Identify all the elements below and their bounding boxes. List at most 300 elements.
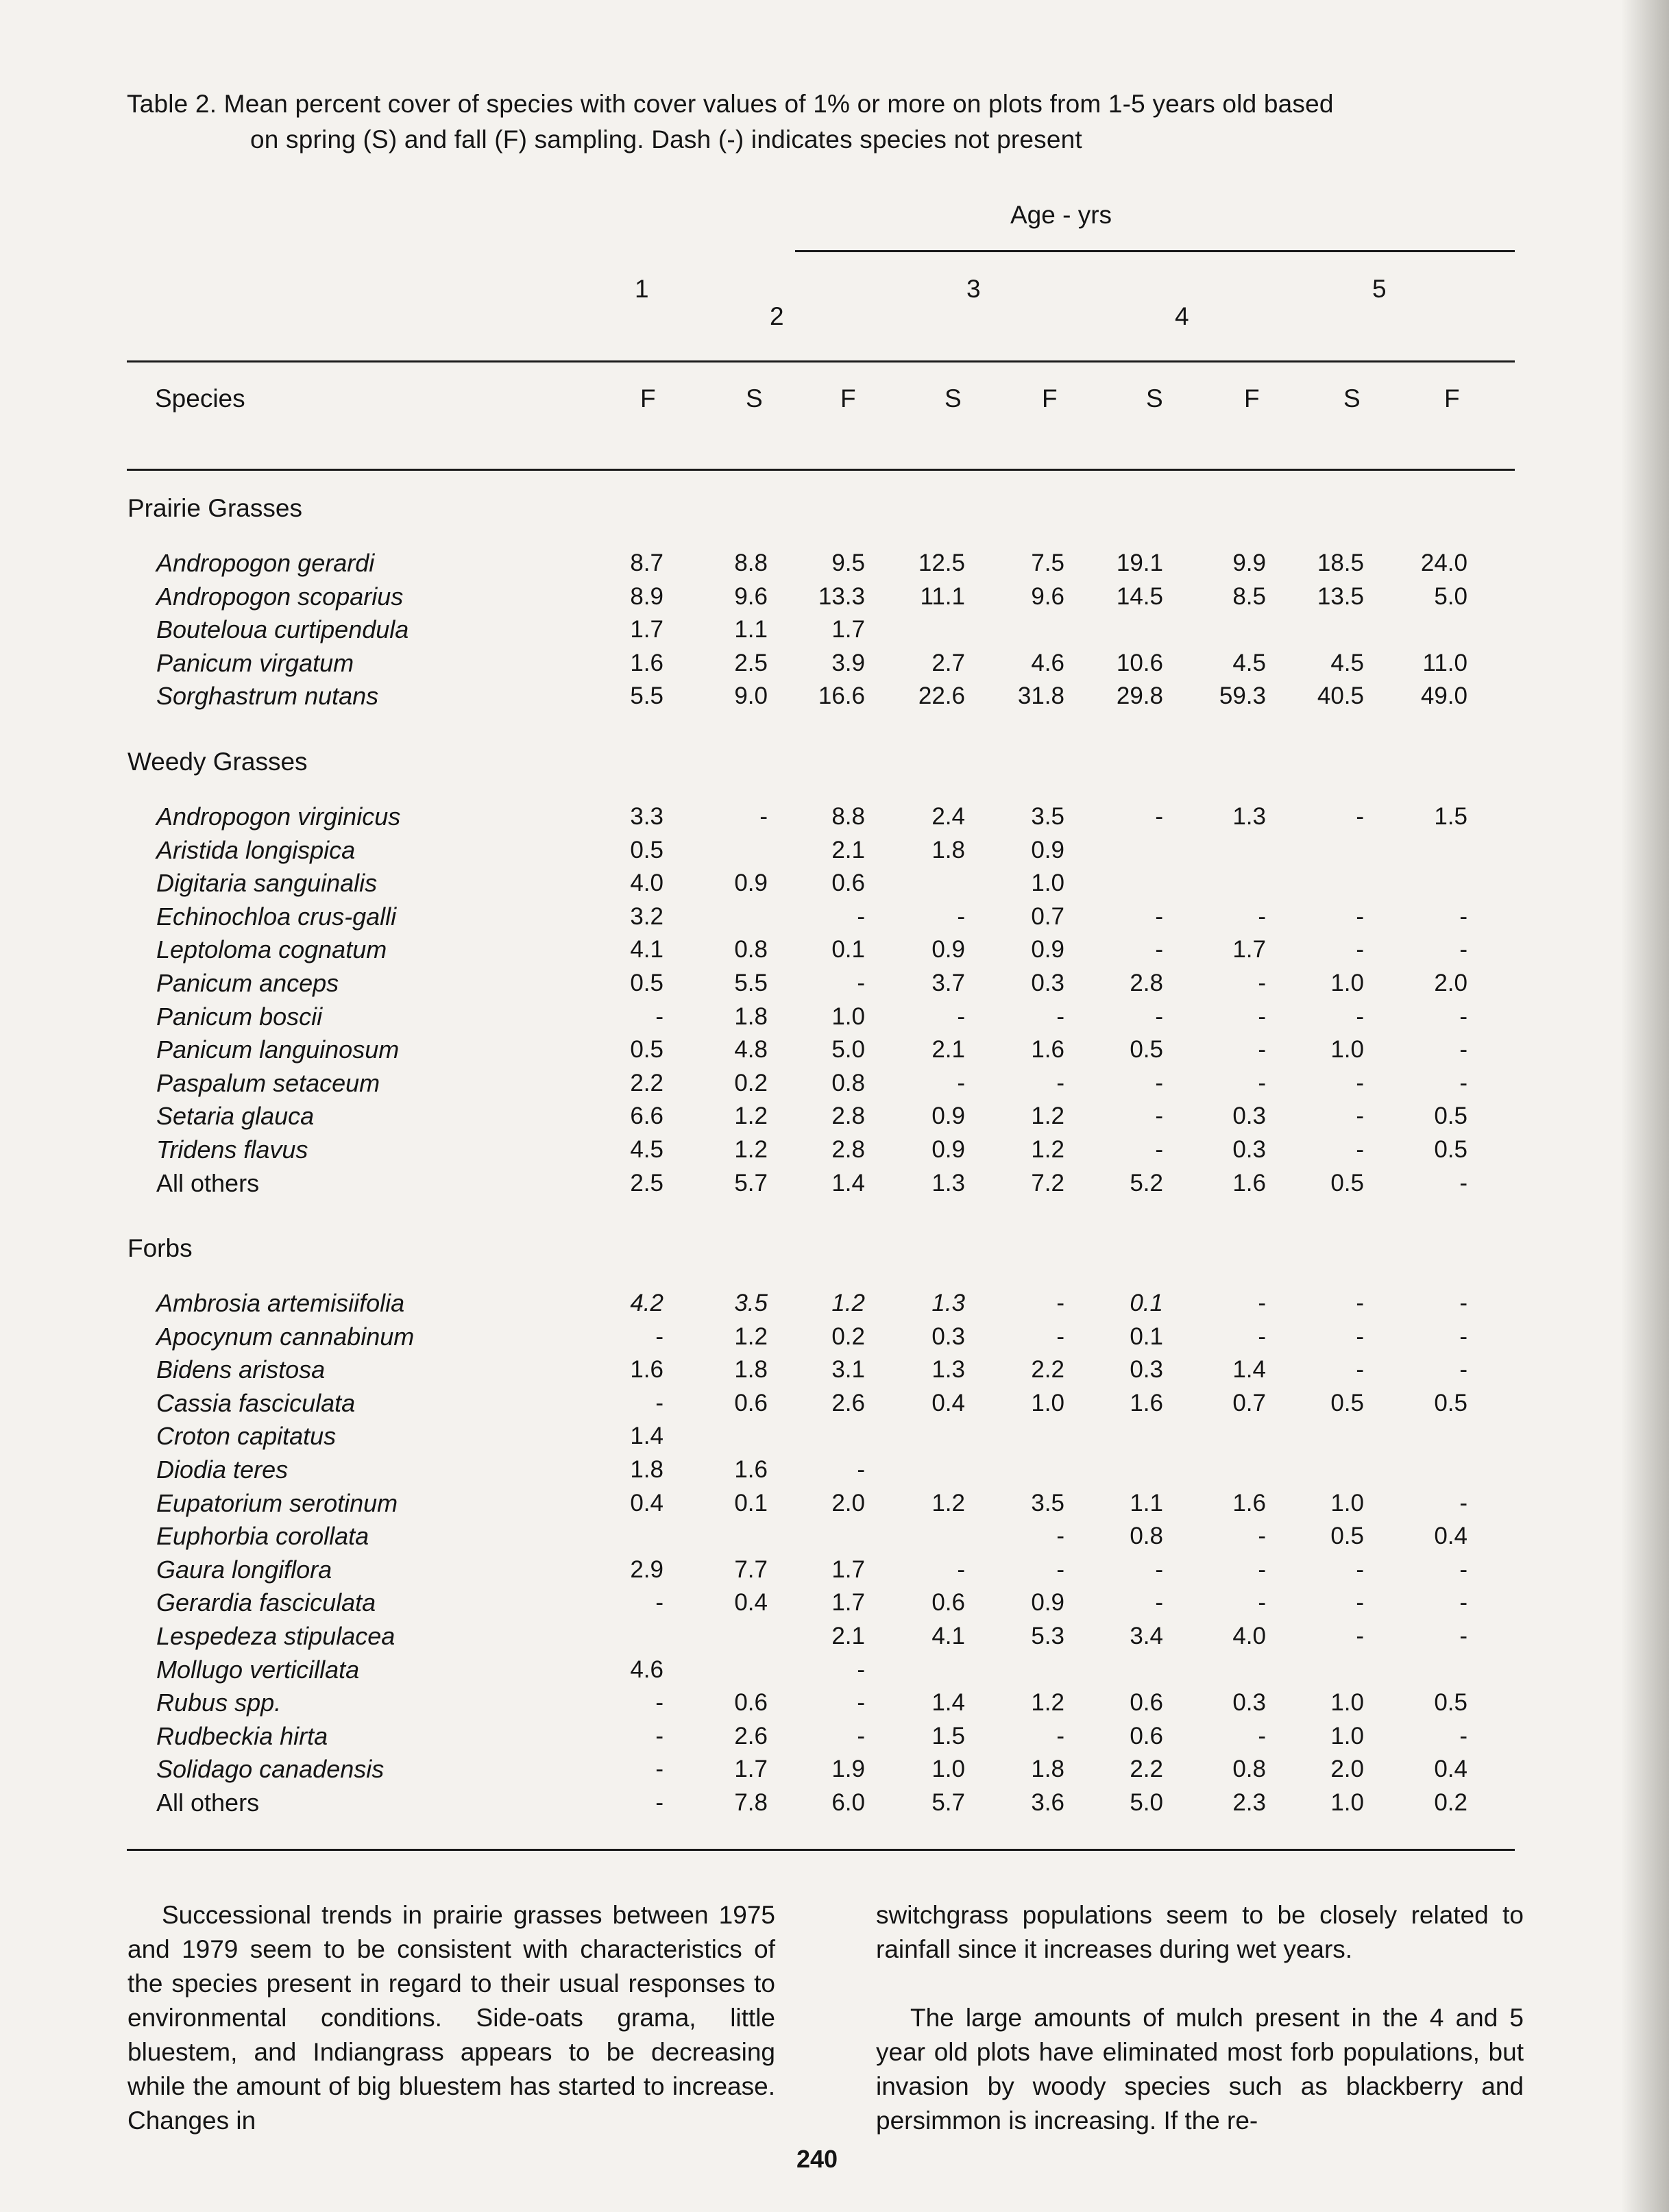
cover-value: 5.0	[831, 1036, 865, 1064]
cover-value: -	[1356, 936, 1364, 963]
cover-value: 2.8	[831, 1136, 865, 1163]
cover-value: 0.4	[1434, 1756, 1467, 1783]
cover-value: 0.3	[1130, 1356, 1163, 1384]
cover-value: 10.6	[1116, 649, 1163, 676]
cover-value: 18.5	[1317, 550, 1364, 576]
cover-value: 1.7	[831, 1589, 865, 1617]
species-name: All others	[156, 1789, 260, 1817]
cover-value: 3.5	[1031, 1489, 1064, 1516]
cover-value: 1.1	[1130, 1489, 1163, 1516]
cover-value: 0.2	[1434, 1789, 1467, 1816]
cover-value: -	[857, 970, 865, 996]
species-name: Bidens aristosa	[156, 1355, 326, 1384]
cover-value: 40.5	[1317, 683, 1364, 710]
right-column-text	[876, 1898, 1524, 2138]
cover-value: -	[1356, 1356, 1364, 1384]
species-name: Paspalum setaceum	[156, 1068, 380, 1097]
cover-value: 11.1	[920, 582, 965, 610]
cover-value: 0.9	[734, 870, 768, 897]
cover-value: 1.5	[1434, 803, 1467, 830]
cover-value: 2.2	[1031, 1356, 1064, 1384]
season-header-5: F	[1042, 384, 1058, 413]
cover-value: 2.1	[831, 1623, 865, 1649]
cover-value: 1.0	[1031, 1389, 1064, 1416]
cover-value: 1.0	[931, 1756, 965, 1783]
cover-value: 3.2	[630, 902, 663, 930]
cover-value: 7.2	[1031, 1169, 1064, 1196]
season-header-3: F	[840, 384, 856, 413]
cover-value: -	[1459, 1623, 1467, 1649]
cover-value: 0.9	[1031, 1589, 1064, 1617]
species-name: Solidago canadensis	[156, 1755, 385, 1784]
cover-value: 0.5	[1434, 1136, 1467, 1163]
left-column-text	[127, 1898, 775, 2138]
cover-value: 0.5	[1434, 1103, 1467, 1130]
cover-value: -	[1459, 1169, 1467, 1196]
cover-value: 1.5	[931, 1722, 965, 1749]
cover-value: 2.8	[831, 1103, 865, 1130]
cover-value: 8.7	[630, 550, 663, 576]
cover-value: 4.8	[734, 1036, 768, 1064]
cover-value: 29.8	[1116, 683, 1163, 710]
cover-value: 59.3	[1219, 683, 1266, 710]
cover-value: 2.0	[831, 1489, 865, 1516]
cover-value: 2.4	[931, 803, 965, 830]
cover-value: -	[1459, 1722, 1467, 1749]
cover-value: -	[1356, 1290, 1364, 1316]
cover-value: 1.8	[734, 1356, 768, 1384]
cover-value: -	[1356, 902, 1364, 930]
cover-value: -	[655, 1689, 663, 1717]
cover-value: -	[1258, 1003, 1266, 1030]
cover-value: -	[1258, 970, 1266, 996]
cover-value: 1.6	[1130, 1389, 1163, 1416]
cover-value: 1.7	[1232, 936, 1266, 963]
cover-value: 4.5	[1330, 649, 1364, 676]
group-heading: Prairie Grasses	[127, 494, 302, 522]
cover-value: 8.8	[734, 550, 768, 576]
cover-value: 2.2	[630, 1069, 663, 1096]
cover-value: 24.0	[1420, 550, 1467, 576]
cover-value: 0.8	[734, 936, 768, 963]
cover-value: 1.4	[1232, 1356, 1266, 1384]
cover-value: -	[857, 1456, 865, 1483]
cover-value: -	[655, 1003, 663, 1030]
group-heading: Weedy Grasses	[127, 748, 308, 776]
season-header-7: F	[1244, 384, 1260, 413]
cover-value: 8.8	[831, 803, 865, 830]
species-name: Cassia fasciculata	[156, 1388, 356, 1417]
cover-value: 0.6	[734, 1389, 768, 1416]
cover-value: -	[1155, 1003, 1163, 1030]
cover-value: 6.6	[630, 1103, 663, 1130]
cover-value: -	[1056, 1722, 1064, 1749]
cover-value: 9.6	[734, 582, 768, 610]
cover-value: -	[1356, 1003, 1364, 1030]
species-name: Setaria glauca	[156, 1102, 315, 1131]
species-name: Gerardia fasciculata	[156, 1588, 376, 1617]
table-bottom-rule	[127, 1849, 1515, 1851]
cover-value: 3.7	[931, 970, 965, 996]
cover-value: 9.9	[1232, 550, 1266, 576]
caption-line-1: Table 2. Mean percent cover of species with cover values of 1% or more on plots from 1-5 years old based	[127, 90, 1334, 118]
species-column-header: Species	[155, 384, 245, 413]
species-name: Panicum boscii	[156, 1002, 323, 1031]
cover-value: 1.6	[1031, 1036, 1064, 1064]
cover-value: 0.1	[734, 1489, 768, 1516]
cover-value: 0.4	[1434, 1523, 1467, 1550]
cover-value: 2.6	[831, 1389, 865, 1416]
species-name: Digitaria sanguinalis	[156, 869, 378, 898]
season-header-4: S	[945, 384, 962, 413]
cover-value: 0.1	[1130, 1323, 1163, 1350]
species-name: Panicum virgatum	[156, 648, 354, 677]
cover-value: 2.5	[734, 649, 768, 676]
cover-value: -	[1056, 1523, 1064, 1550]
cover-value: 5.2	[1130, 1169, 1163, 1196]
cover-value: 1.3	[1232, 803, 1266, 830]
cover-value: 0.7	[1232, 1389, 1266, 1416]
cover-value: 7.5	[1031, 550, 1064, 576]
cover-value: 0.3	[1232, 1136, 1266, 1163]
cover-value: -	[957, 902, 965, 930]
age-header: Age - yrs	[1010, 201, 1112, 229]
cover-value: -	[1155, 1556, 1163, 1583]
age-rule	[795, 250, 1515, 252]
cover-value: -	[1056, 1003, 1064, 1030]
cover-value: 1.2	[734, 1103, 768, 1130]
cover-value: 5.0	[1130, 1789, 1163, 1816]
cover-value: 2.0	[1330, 1756, 1364, 1783]
cover-value: -	[1258, 1069, 1266, 1096]
species-name: Euphorbia corollata	[156, 1522, 369, 1551]
cover-value: 2.1	[931, 1036, 965, 1064]
header-rule-bottom	[127, 469, 1515, 471]
cover-value: 1.8	[734, 1003, 768, 1030]
cover-value: -	[857, 1689, 865, 1717]
cover-value: 5.5	[734, 970, 768, 996]
group-heading: Forbs	[127, 1234, 193, 1262]
cover-value: -	[1459, 1069, 1467, 1096]
cover-value: 0.5	[1130, 1036, 1163, 1064]
cover-value: 0.3	[1232, 1103, 1266, 1130]
cover-value: 3.6	[1031, 1789, 1064, 1816]
cover-value: -	[1459, 1003, 1467, 1030]
cover-value: 0.5	[630, 836, 663, 863]
cover-value: 1.2	[734, 1323, 768, 1350]
cover-value: -	[1459, 1589, 1467, 1617]
cover-value: -	[957, 1069, 965, 1096]
cover-value: -	[1356, 1623, 1364, 1649]
cover-value: -	[1155, 1069, 1163, 1096]
cover-value: 2.6	[734, 1722, 768, 1749]
cover-value: 1.7	[831, 1556, 865, 1583]
cover-value: 2.8	[1130, 970, 1163, 996]
cover-value: -	[1356, 803, 1364, 830]
cover-value: 0.5	[1330, 1389, 1364, 1416]
cover-value: -	[655, 1389, 663, 1416]
species-name: Apocynum cannabinum	[156, 1322, 415, 1351]
cover-value: 1.2	[831, 1290, 865, 1316]
cover-value: -	[1356, 1589, 1364, 1617]
cover-value: -	[655, 1722, 663, 1749]
cover-value: -	[857, 902, 865, 930]
cover-value: 1.0	[831, 1003, 865, 1030]
cover-value: 2.7	[931, 649, 965, 676]
cover-value: 3.5	[734, 1290, 768, 1316]
cover-value: -	[1056, 1290, 1064, 1316]
cover-value: -	[1356, 1323, 1364, 1350]
age-4: 4	[1175, 302, 1189, 330]
species-name: Andropogon virginicus	[156, 802, 401, 831]
species-name: Mollugo verticillata	[156, 1655, 360, 1684]
age-2: 2	[770, 302, 784, 330]
cover-value: 0.9	[931, 1103, 965, 1130]
cover-value: 1.4	[630, 1423, 663, 1450]
cover-value: 4.6	[1031, 649, 1064, 676]
cover-value: 1.4	[931, 1689, 965, 1717]
species-name: Lespedeza stipulacea	[156, 1622, 395, 1650]
cover-value: 1.6	[630, 1356, 663, 1384]
cover-value: -	[1459, 1356, 1467, 1384]
cover-value: 5.7	[931, 1789, 965, 1816]
cover-value: -	[957, 1003, 965, 1030]
cover-value: 1.2	[1031, 1689, 1064, 1717]
cover-value: 1.6	[1232, 1489, 1266, 1516]
cover-value: 1.1	[734, 616, 768, 643]
cover-value: 5.0	[1434, 582, 1467, 610]
cover-value: -	[1258, 1290, 1266, 1316]
cover-value: 1.7	[831, 616, 865, 643]
cover-value: 7.7	[734, 1556, 768, 1583]
cover-value: 0.1	[1130, 1290, 1163, 1316]
cover-value: -	[1356, 1069, 1364, 1096]
cover-value: 3.1	[831, 1356, 865, 1384]
cover-value: 31.8	[1017, 683, 1064, 710]
cover-value: 0.9	[1031, 836, 1064, 863]
cover-value: -	[1258, 1556, 1266, 1583]
cover-value: 0.9	[931, 936, 965, 963]
species-name: Sorghastrum nutans	[156, 682, 379, 711]
cover-value: 0.6	[1130, 1722, 1163, 1749]
season-header-9: F	[1444, 384, 1460, 413]
species-name: Rudbeckia hirta	[156, 1721, 328, 1750]
species-name: Diodia teres	[156, 1455, 289, 1484]
cover-value: -	[1459, 1556, 1467, 1583]
cover-value: 0.5	[1434, 1689, 1467, 1717]
cover-value: -	[857, 1722, 865, 1749]
cover-value: -	[1459, 902, 1467, 930]
cover-value: 49.0	[1420, 683, 1467, 710]
cover-value: -	[1155, 1103, 1163, 1130]
cover-value: 0.5	[1330, 1523, 1364, 1550]
left-paragraph: Successional trends in prairie grasses between 1975 and 1979 seem to be consistent with characteristics of the species present in regard to their usual responses to environmental conditions. Side-oats grama, little bluestem, and Indiangrass appears to be decreasing while the amount of big bluestem has started to increase. Changes in	[127, 1901, 775, 2135]
cover-value: 1.7	[734, 1756, 768, 1783]
species-name: Aristida longispica	[156, 835, 356, 864]
cover-value: -	[1258, 1036, 1266, 1064]
species-name: Eupatorium serotinum	[156, 1488, 398, 1517]
cover-value: -	[1356, 1103, 1364, 1130]
header-rule-top	[127, 360, 1515, 362]
species-name: Rubus spp.	[156, 1688, 282, 1717]
cover-value: 0.6	[931, 1589, 965, 1617]
page-number: 240	[796, 2145, 838, 2173]
cover-value: 1.3	[931, 1356, 965, 1384]
cover-value: -	[1056, 1069, 1064, 1096]
cover-value: 2.5	[630, 1169, 663, 1196]
cover-value: -	[1258, 1523, 1266, 1550]
age-5: 5	[1372, 275, 1387, 303]
cover-value: 1.9	[831, 1756, 865, 1783]
cover-value: 1.0	[1330, 1036, 1364, 1064]
cover-value: -	[1155, 936, 1163, 963]
cover-value: 1.3	[931, 1169, 965, 1196]
cover-value: 1.8	[1031, 1756, 1064, 1783]
cover-value: 22.6	[918, 683, 965, 710]
cover-value: -	[759, 803, 768, 830]
cover-value: -	[1155, 902, 1163, 930]
cover-value: 2.2	[1130, 1756, 1163, 1783]
caption-line-2: on spring (S) and fall (F) sampling. Dash (-) indicates species not present	[250, 125, 1082, 153]
cover-value: 1.6	[734, 1456, 768, 1483]
species-name: Leptoloma cognatum	[156, 935, 387, 964]
cover-value: -	[1056, 1323, 1064, 1350]
cover-value: -	[1056, 1556, 1064, 1583]
page-edge-shadow	[1621, 0, 1669, 2212]
cover-value: 0.9	[1031, 936, 1064, 963]
cover-value: 11.0	[1422, 649, 1467, 676]
cover-value: 0.3	[931, 1323, 965, 1350]
cover-value: 3.3	[630, 803, 663, 830]
cover-value: 0.4	[931, 1389, 965, 1416]
cover-value: -	[1258, 1722, 1266, 1749]
cover-value: 8.5	[1232, 582, 1266, 610]
cover-value: -	[655, 1756, 663, 1783]
age-1: 1	[635, 275, 649, 303]
cover-value: 0.5	[1330, 1169, 1364, 1196]
cover-value: 0.6	[1130, 1689, 1163, 1717]
cover-value: 4.0	[1232, 1623, 1266, 1649]
cover-value: 2.1	[831, 836, 865, 863]
cover-value: 12.5	[918, 550, 965, 576]
cover-value: -	[1459, 1323, 1467, 1350]
cover-value: 1.2	[1031, 1103, 1064, 1130]
cover-value: 0.4	[630, 1489, 663, 1516]
cover-value: 0.2	[734, 1069, 768, 1096]
cover-value: 3.9	[831, 649, 865, 676]
cover-value: 13.5	[1317, 582, 1364, 610]
cover-value: 0.3	[1232, 1689, 1266, 1717]
cover-value: 4.6	[630, 1656, 663, 1683]
species-name: Ambrosia artemisiifolia	[156, 1289, 405, 1317]
species-name: Panicum languinosum	[156, 1035, 400, 1064]
cover-value: 14.5	[1116, 582, 1163, 610]
cover-value: 1.8	[931, 836, 965, 863]
season-header-6: S	[1146, 384, 1163, 413]
cover-value: 1.3	[931, 1290, 965, 1316]
cover-value: 1.2	[1031, 1136, 1064, 1163]
cover-value: -	[857, 1656, 865, 1683]
cover-value: 0.3	[1031, 970, 1064, 996]
age-3: 3	[966, 275, 981, 303]
right-paragraph-2: The large amounts of mulch present in the 4 and 5 year old plots have eliminated most forb populations, but invasion by woody species such as blackberry and persimmon is increasing. If the re-	[876, 2004, 1524, 2135]
cover-value: 9.0	[734, 683, 768, 710]
species-name: Croton capitatus	[156, 1422, 337, 1451]
cover-value: 5.5	[630, 683, 663, 710]
cover-value: 1.7	[630, 616, 663, 643]
species-name: Andropogon gerardi	[156, 549, 375, 577]
cover-value: 1.0	[1330, 1789, 1364, 1816]
species-name: Gaura longiflora	[156, 1555, 332, 1584]
cover-value: 7.8	[734, 1789, 768, 1816]
cover-value: 0.4	[734, 1589, 768, 1617]
cover-value: 1.6	[1232, 1169, 1266, 1196]
cover-value: 0.2	[831, 1323, 865, 1350]
cover-value: 1.2	[734, 1136, 768, 1163]
cover-value: 9.5	[831, 550, 865, 576]
cover-value: 9.6	[1031, 582, 1064, 610]
cover-value: 0.1	[831, 936, 865, 963]
species-name: Panicum anceps	[156, 969, 339, 997]
cover-value: 1.2	[931, 1489, 965, 1516]
cover-value: 0.6	[734, 1689, 768, 1717]
cover-value: 0.8	[1232, 1756, 1266, 1783]
cover-value: 0.5	[630, 1036, 663, 1064]
cover-value: -	[655, 1789, 663, 1816]
cover-value: 5.7	[734, 1169, 768, 1196]
cover-value: 0.5	[630, 970, 663, 996]
species-name: Bouteloua curtipendula	[156, 615, 409, 644]
cover-value: 4.5	[1232, 649, 1266, 676]
table-caption	[127, 86, 1539, 158]
cover-value: 1.0	[1031, 870, 1064, 897]
cover-value: -	[1459, 1036, 1467, 1064]
cover-value: -	[1258, 902, 1266, 930]
cover-value: 0.5	[1434, 1389, 1467, 1416]
cover-value: -	[1155, 1136, 1163, 1163]
cover-value: 1.6	[630, 649, 663, 676]
cover-value: 2.3	[1232, 1789, 1266, 1816]
cover-value: 3.5	[1031, 803, 1064, 830]
cover-value: 3.4	[1130, 1623, 1163, 1649]
right-paragraph-1: switchgrass populations seem to be closely related to rainfall since it increases during wet years.	[876, 1901, 1524, 1963]
cover-value: -	[1155, 803, 1163, 830]
cover-value: 1.8	[630, 1456, 663, 1483]
cover-value: 2.0	[1434, 970, 1467, 996]
cover-value: 1.0	[1330, 1689, 1364, 1717]
cover-value: -	[1356, 1556, 1364, 1583]
cover-value: -	[1258, 1323, 1266, 1350]
season-header-2: S	[746, 384, 763, 413]
cover-value: -	[1155, 1589, 1163, 1617]
cover-value: -	[655, 1323, 663, 1350]
cover-value: 1.0	[1330, 1722, 1364, 1749]
cover-value: 8.9	[630, 582, 663, 610]
cover-value: 19.1	[1116, 550, 1163, 576]
cover-value: 1.4	[831, 1169, 865, 1196]
cover-value: 1.0	[1330, 970, 1364, 996]
cover-value: 1.0	[1330, 1489, 1364, 1516]
cover-value: 2.9	[630, 1556, 663, 1583]
cover-value: 13.3	[818, 582, 865, 610]
cover-value: 0.9	[931, 1136, 965, 1163]
cover-value: -	[1459, 1290, 1467, 1316]
cover-value: -	[1459, 936, 1467, 963]
cover-value: 4.1	[630, 936, 663, 963]
cover-value: 0.8	[1130, 1523, 1163, 1550]
cover-value: 0.7	[1031, 902, 1064, 930]
cover-value: -	[1356, 1136, 1364, 1163]
